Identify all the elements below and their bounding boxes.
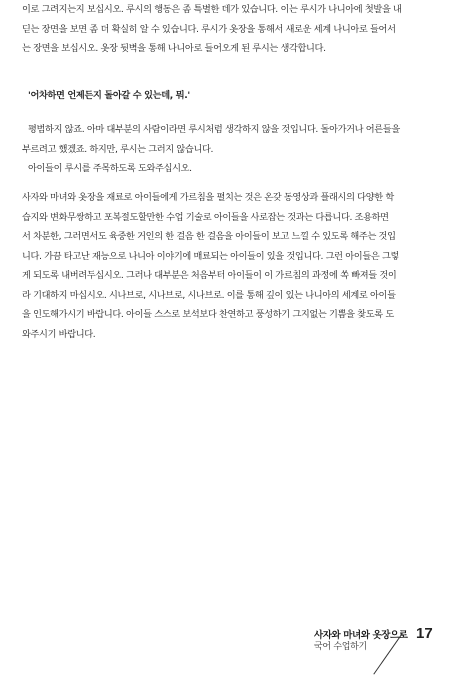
text-line: 사자와 마녀와 옷장을 재료로 아이들에게 가르침을 펼치는 것은 온갖 동영상과 플래시의 다양한 학 (22, 192, 394, 203)
paragraph-intro (22, 0, 450, 59)
text-line: 아이들이 루시를 주목하도록 도와주십시오. (28, 163, 192, 174)
text-line: 딛는 장면을 보면 좀 더 확실히 알 수 있습니다. 루시가 옷장을 통해서 새로운 세계 나니아로 들어서 (22, 23, 396, 35)
text-line: 이로 그려지는지 보십시오. 루시의 행동은 좀 특별한 데가 있습니다. 이는 루시가 나니아에 첫발을 내 (22, 4, 402, 15)
quote-line (22, 86, 450, 106)
text-line: 니다. 가끔 타고난 재능으로 나니아 이야기에 매료되는 아이들이 있을 것입니다. 그런 아이들은 그렇 (22, 250, 399, 262)
text-line: 라 기대하지 마십시오. 시나브로, 시나브로, 시나브로. 이를 통해 깊이 있는 나니아의 세계로 아이들 (22, 289, 396, 301)
text-line: 부르려고 했겠죠. 하지만, 루시는 그러지 않습니다. (22, 143, 214, 155)
quote-text: '어차하면 언제든지 돌아갈 수 있는데, 뭐.' (28, 90, 190, 101)
paragraph-commentary (22, 120, 450, 179)
page-footer (314, 621, 454, 681)
text-line: 서 차분한, 그러면서도 육중한 거인의 한 걸음 한 걸음을 아이들이 보고 느낄 수 있도록 해주는 것입 (22, 231, 396, 242)
paragraph-teaching (22, 188, 450, 344)
book-subtitle: 국어 수업하기 (314, 642, 367, 652)
text-line: 게 되도록 내버려두십시오. 그러나 대부분은 처음부터 아이들이 이 가르침의 과정에 쏙 빠져들 것이 (22, 270, 397, 281)
page-number: 17 (416, 625, 433, 642)
text-line: 평범하지 않죠. 아마 대부분의 사람이라면 루시처럼 생각하지 않을 것입니다. 돌아가거나 어른들을 (28, 124, 400, 135)
text-line: 는 장면을 보십시오. 옷장 뒷벽을 통해 나니아로 들어오게 된 루시는 생각합니다. (22, 43, 326, 54)
book-title: 사자와 마녀와 옷장으로 (314, 630, 408, 641)
text-line: 와주시기 바랍니다. (22, 328, 96, 340)
text-line: 습지와 변화무쌍하고 포복절도할만한 수업 기술로 아이들을 사로잡는 것과는 다릅니다. 조용하면 (22, 211, 389, 223)
text-line: 을 인도해가시기 바랍니다. 아이들 스스로 보석보다 찬연하고 풍성하기 그지없는 기쁨을 찾도록 도 (22, 309, 394, 320)
